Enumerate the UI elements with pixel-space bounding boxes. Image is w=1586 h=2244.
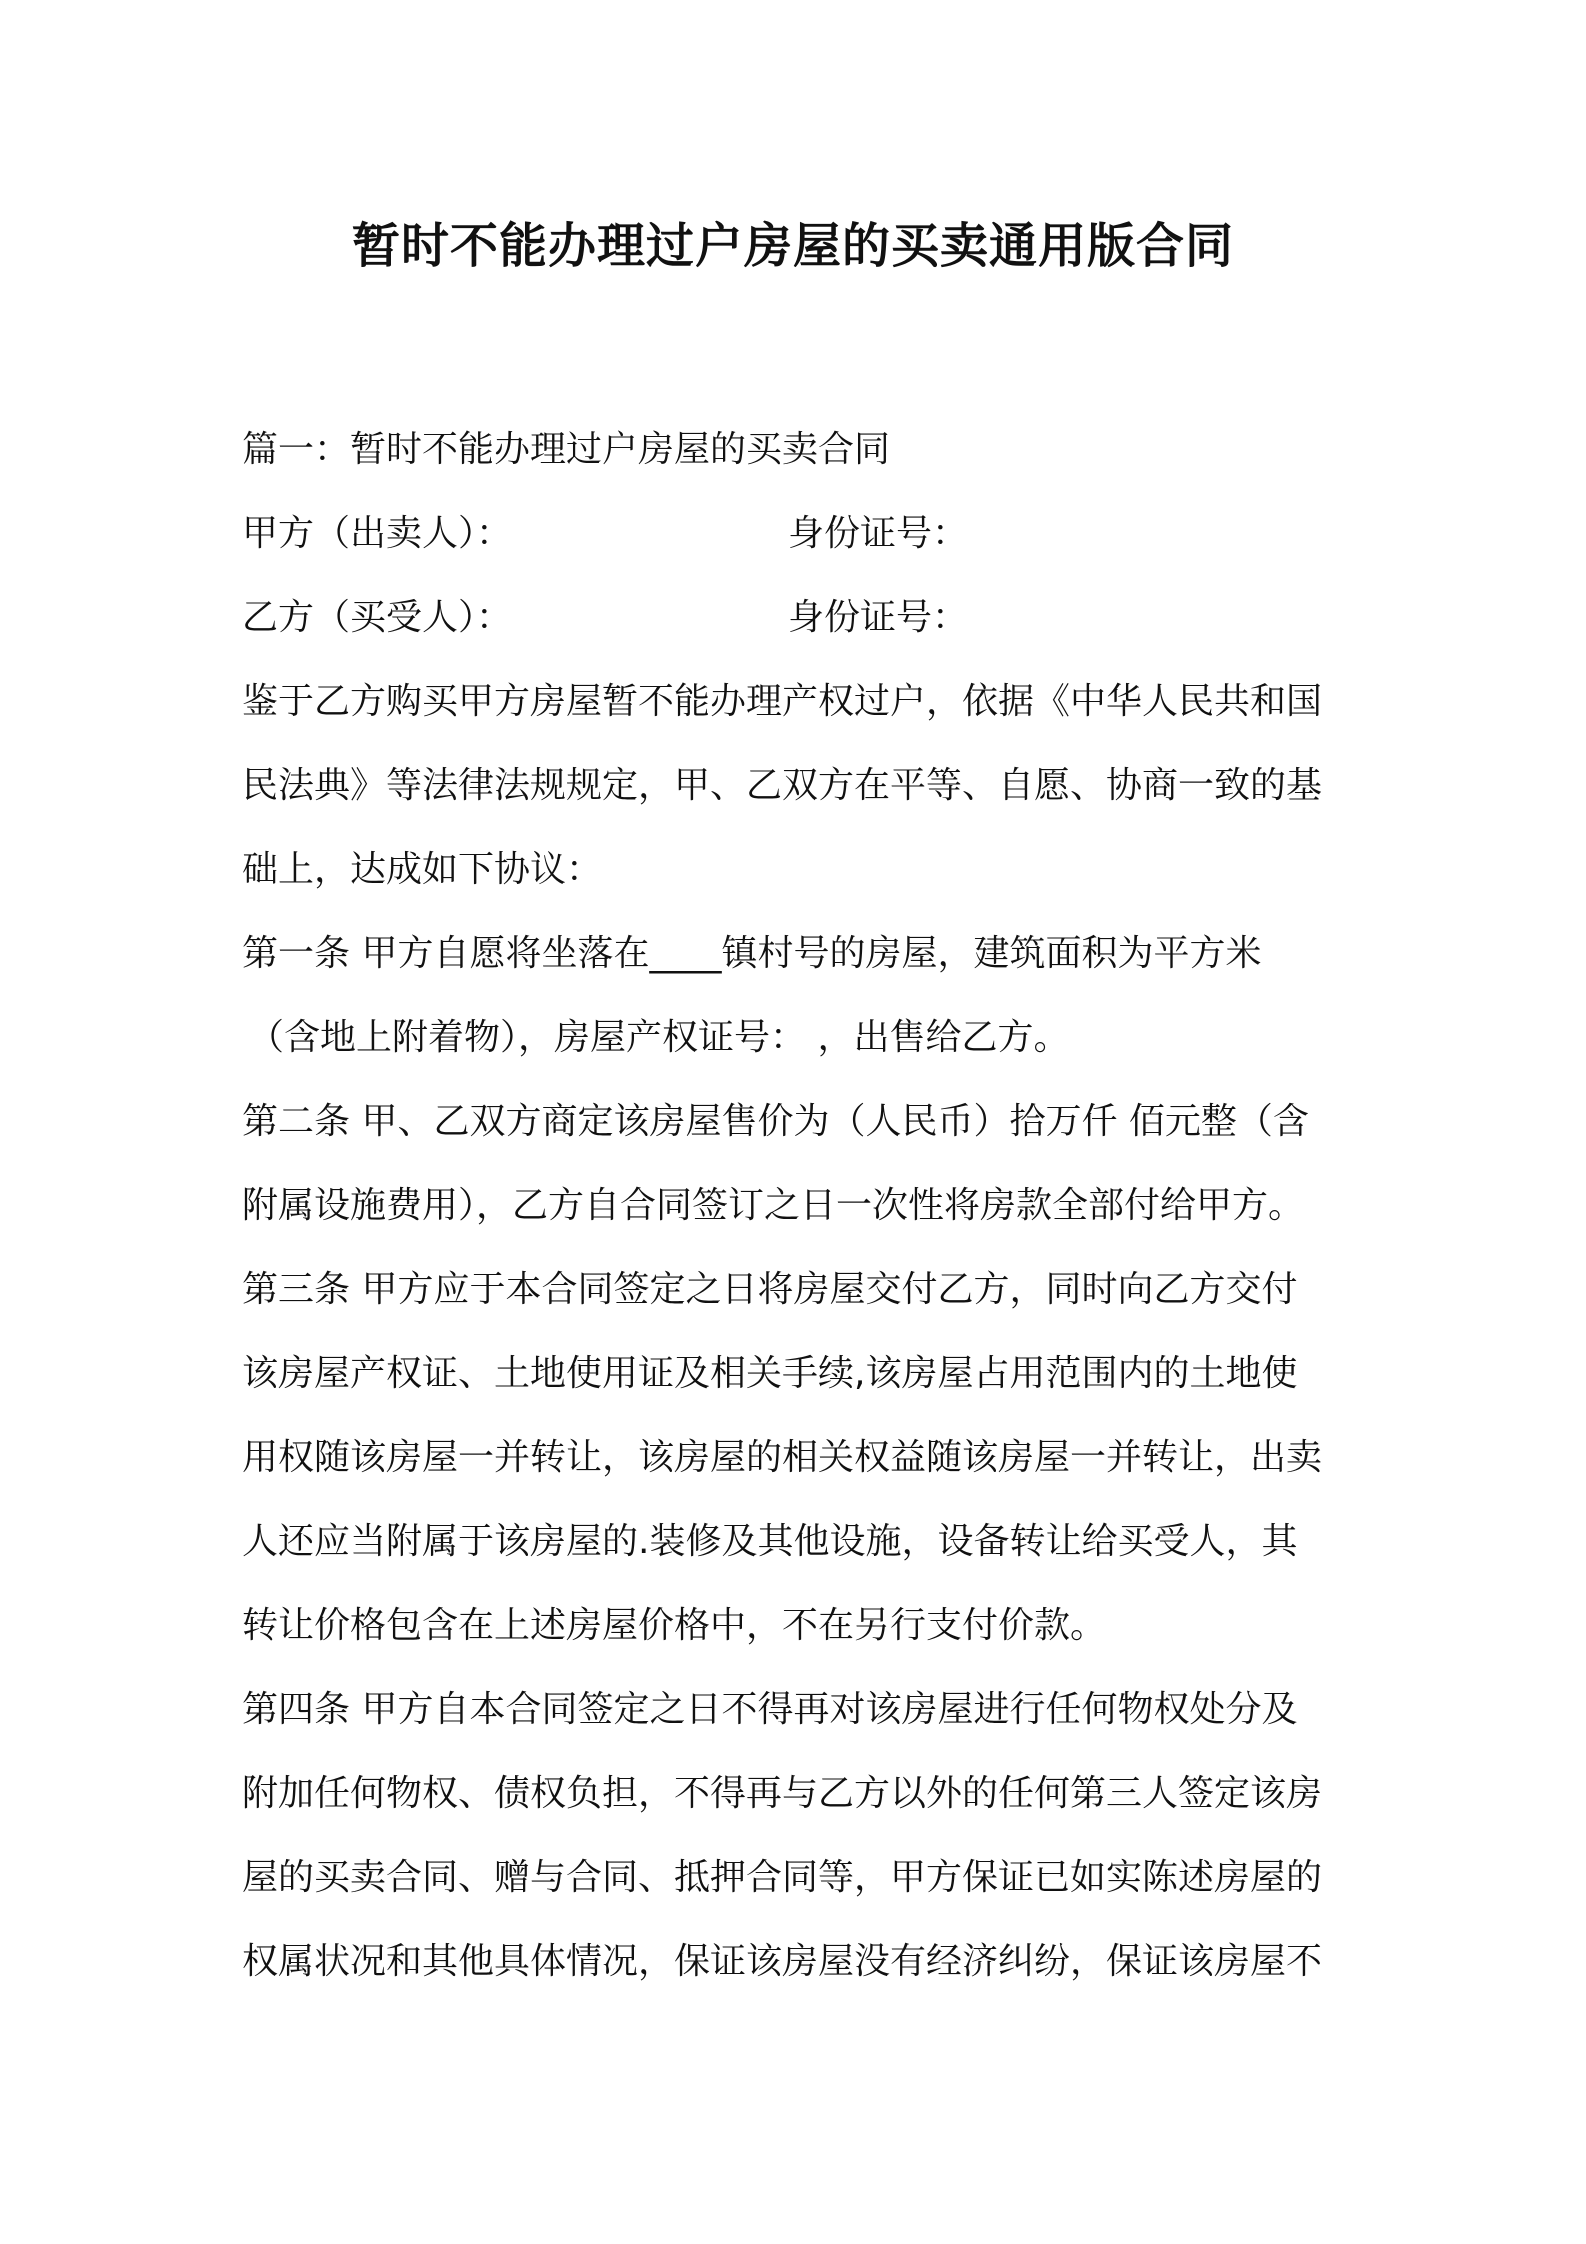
article-4-line: 权属状况和其他具体情况，保证该房屋没有经济纠纷，保证该房屋不 bbox=[242, 1941, 1323, 1982]
article-3-line: 第三条 甲方应于本合同签定之日将房屋交付乙方，同时向乙方交付 bbox=[242, 1269, 1298, 1310]
article-2-line: 附属设施费用），乙方自合同签订之日一次性将房款全部付给甲方。 bbox=[242, 1185, 1305, 1226]
party-a-id-label: 身份证号： bbox=[788, 513, 969, 554]
party-a-label: 甲方（出卖人）： bbox=[242, 513, 513, 554]
party-b-row bbox=[242, 576, 1362, 660]
article-4-line: 屋的买卖合同、赠与合同、抵押合同等，甲方保证已如实陈述房屋的 bbox=[242, 1857, 1323, 1898]
article-3-line: 该房屋产权证、土地使用证及相关手续,该房屋占用范围内的土地使 bbox=[242, 1353, 1298, 1394]
article-4-line: 附加任何物权、债权负担，不得再与乙方以外的任何第三人签定该房 bbox=[242, 1773, 1323, 1814]
party-a-row bbox=[242, 492, 1362, 576]
party-b-id-label: 身份证号： bbox=[788, 597, 969, 638]
preamble-line: 民法典》等法律法规规定，甲、乙双方在平等、自愿、协商一致的基 bbox=[242, 765, 1323, 806]
preamble-line: 鉴于乙方购买甲方房屋暂不能办理产权过户，依据《中华人民共和国 bbox=[242, 681, 1323, 722]
article-3-line: 用权随该房屋一并转让，该房屋的相关权益随该房屋一并转让，出卖 bbox=[242, 1437, 1323, 1478]
section-heading: 篇一：暂时不能办理过户房屋的买卖合同 bbox=[242, 429, 891, 470]
party-b-label: 乙方（买受人）： bbox=[242, 597, 513, 638]
article-3-line: 转让价格包含在上述房屋价格中，不在另行支付价款。 bbox=[242, 1605, 1107, 1646]
article-2-line: 第二条 甲、乙双方商定该房屋售价为（人民币）拾万仟 佰元整（含 bbox=[242, 1101, 1309, 1142]
article-4-line: 第四条 甲方自本合同签定之日不得再对该房屋进行任何物权处分及 bbox=[242, 1689, 1298, 1730]
document-title: 暂时不能办理过户房屋的买卖通用版合同 bbox=[351, 218, 1234, 274]
preamble-line: 础上，达成如下协议： bbox=[242, 849, 603, 890]
article-1-line: 第一条 甲方自愿将坐落在____镇村号的房屋，建筑面积为平方米 bbox=[242, 933, 1262, 974]
article-1-line: （含地上附着物），房屋产权证号： ，出售给乙方。 bbox=[248, 1017, 1070, 1058]
article-3-line: 人还应当附属于该房屋的.装修及其他设施，设备转让给买受人，其 bbox=[242, 1521, 1298, 1562]
contract-body bbox=[242, 408, 1362, 2004]
